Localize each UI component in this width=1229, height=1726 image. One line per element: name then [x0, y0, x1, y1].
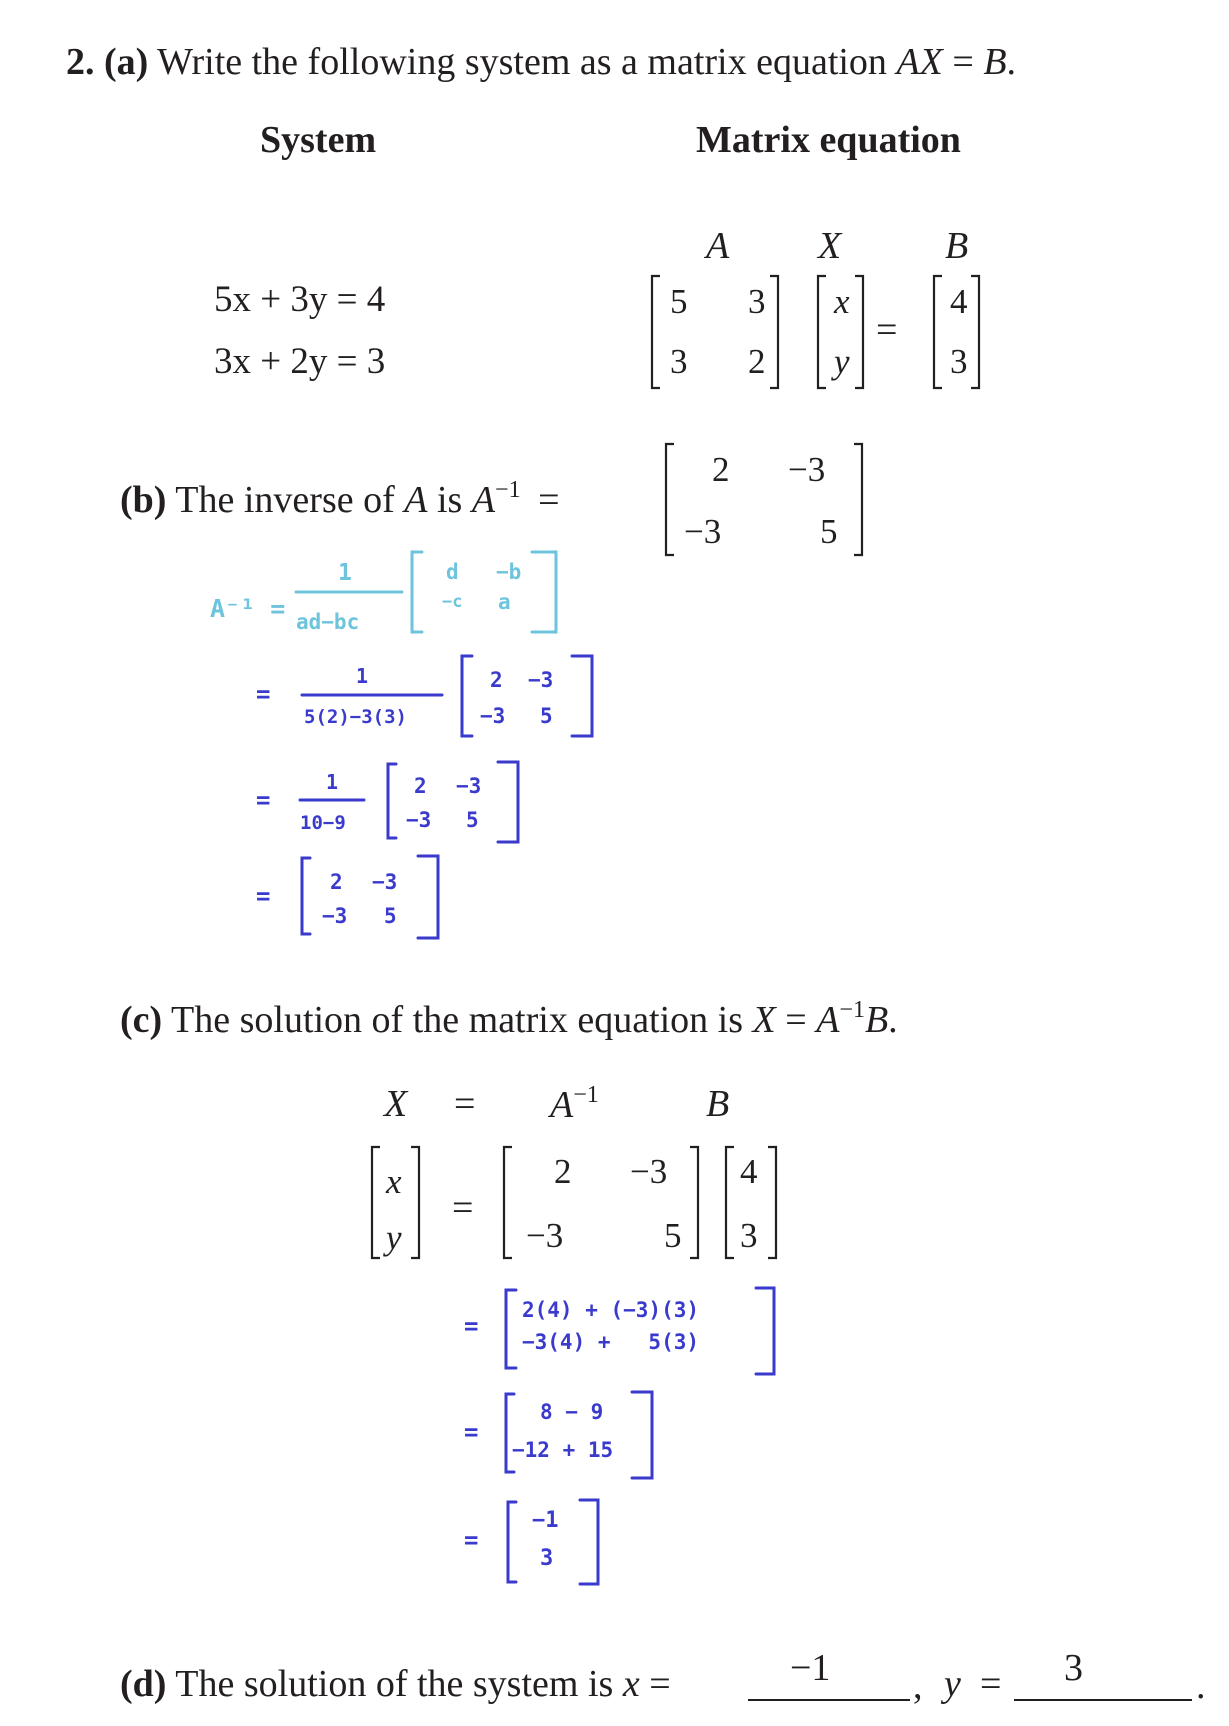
- hw-c-step1-row2: −3(4) + 5(3): [522, 1330, 700, 1354]
- c-matrix-equals: =: [452, 1187, 474, 1229]
- part-c-text: The solution of the matrix equation is: [171, 999, 744, 1041]
- vector-B-1: 4: [950, 282, 968, 321]
- inverse-21: −3: [684, 512, 722, 551]
- hw-formula-negc: −c: [442, 592, 463, 612]
- part-a-text: Write the following system as a matrix equation: [157, 41, 887, 83]
- hw-line3-12: −3: [456, 774, 482, 798]
- part-c-period: .: [888, 999, 898, 1041]
- part-d-text: The solution of the system is: [175, 1663, 614, 1705]
- c-label-eq: =: [454, 1083, 476, 1125]
- hw-c-step2-row2: −12 + 15: [512, 1438, 614, 1462]
- c-label-Ainv-base: A: [550, 1084, 574, 1126]
- part-d-tag: (d): [120, 1663, 167, 1705]
- matrix-A-11: 5: [670, 282, 688, 321]
- c-Ainv-22: 5: [664, 1216, 682, 1255]
- part-c-X: X: [752, 999, 776, 1041]
- inverse-11: 2: [712, 450, 730, 489]
- part-d-period: .: [1196, 1665, 1206, 1707]
- part-a-eq-rhs: B: [983, 41, 1007, 83]
- hw-line3-22: 5: [466, 808, 479, 832]
- matrix-A-12: 3: [748, 282, 766, 321]
- part-d-x-equals: =: [649, 1663, 671, 1705]
- part-b-equals: =: [538, 479, 560, 521]
- vector-B-2: 3: [950, 342, 968, 381]
- hw-line2-21: −3: [480, 704, 506, 728]
- c-Ainv-11: 2: [554, 1152, 572, 1191]
- hw-line4-21: −3: [322, 904, 348, 928]
- col-matrix-heading: Matrix equation: [696, 119, 961, 161]
- matrix-A-21: 3: [670, 342, 688, 381]
- hw-line3-den: 10−9: [300, 812, 346, 834]
- hw-line4-22: 5: [384, 904, 397, 928]
- c-X-2: y: [386, 1218, 402, 1257]
- part-c-B: B: [864, 999, 889, 1041]
- problem-number: 2.: [66, 41, 95, 83]
- matrix-equals: =: [876, 309, 898, 351]
- hw-formula-num: 1: [338, 560, 352, 586]
- part-a-eq-sign: =: [952, 41, 974, 83]
- c-Ainv-21: −3: [526, 1216, 564, 1255]
- part-a-period: .: [1006, 41, 1017, 83]
- part-c-inv-base: A: [816, 999, 840, 1041]
- part-c-tag: (c): [120, 999, 163, 1041]
- hw-line3-21: −3: [406, 808, 432, 832]
- label-A: A: [706, 225, 730, 267]
- hw-line2-num: 1: [356, 664, 369, 688]
- inverse-12: −3: [788, 450, 826, 489]
- hw-line2-12: −3: [528, 668, 554, 692]
- hw-c-step1-row1: 2(4) + (−3)(3): [522, 1298, 700, 1322]
- vector-X-1: x: [834, 282, 850, 321]
- c-label-X: X: [384, 1083, 408, 1125]
- hw-c-step3-row2: 3: [540, 1546, 554, 1571]
- part-b-inv-sup: −1: [495, 477, 521, 503]
- c-B-1: 4: [740, 1152, 758, 1191]
- answer-y-value: 3: [1064, 1647, 1083, 1689]
- system-eq-1: 5x + 3y = 4: [214, 279, 386, 320]
- hw-inverse-formula-lhs: A⁻¹ =: [210, 594, 286, 623]
- c-X-1: x: [386, 1162, 402, 1201]
- hw-line2-den: 5(2)−3(3): [304, 706, 407, 728]
- hw-c-step2-row1: 8 − 9: [540, 1400, 604, 1424]
- part-b-tag: (b): [120, 479, 167, 521]
- system-eq-2: 3x + 2y = 3: [214, 341, 386, 382]
- hw-c-eq-3: =: [464, 1526, 479, 1554]
- part-b-is: is: [436, 479, 463, 521]
- part-d-y-equals: =: [980, 1663, 1002, 1705]
- hw-formula-a: a: [498, 590, 511, 614]
- part-b-inv-base: A: [471, 479, 496, 521]
- hw-line4-12: −3: [372, 870, 398, 894]
- part-d-comma: ,: [913, 1665, 923, 1707]
- part-d-x-label: x: [622, 1663, 640, 1705]
- vector-X-2: y: [834, 342, 850, 381]
- hw-c-eq-1: =: [464, 1312, 479, 1340]
- printed-brackets: [372, 276, 979, 1258]
- hw-c-step3-row1: −1: [532, 1508, 559, 1533]
- col-system-heading: System: [260, 119, 377, 161]
- hw-line3-num: 1: [326, 770, 339, 794]
- part-a-tag: (a): [104, 41, 149, 83]
- label-B: B: [945, 225, 969, 267]
- c-label-Ainv-sup: −1: [573, 1082, 599, 1108]
- part-c-equals: =: [785, 999, 807, 1041]
- part-a-eq-lhs: AX: [896, 41, 943, 83]
- hw-c-eq-2: =: [464, 1418, 479, 1446]
- c-Ainv-12: −3: [630, 1152, 668, 1191]
- hw-line2-22: 5: [540, 704, 553, 728]
- answer-x-value: −1: [790, 1647, 831, 1689]
- part-b-text: The inverse of: [175, 479, 395, 521]
- part-d-y-label: y: [944, 1663, 961, 1705]
- c-label-B: B: [706, 1083, 730, 1125]
- hw-line3-11: 2: [414, 774, 427, 798]
- part-c-inv-sup: −1: [839, 997, 865, 1023]
- hw-eq-3: =: [256, 786, 271, 814]
- inverse-22: 5: [820, 512, 838, 551]
- part-b-A: A: [404, 479, 428, 521]
- handwriting-cyan-strokes: [296, 552, 556, 632]
- hw-formula-den: ad−bc: [296, 610, 360, 634]
- hw-formula-d: d: [446, 560, 459, 584]
- label-X: X: [818, 225, 842, 267]
- hw-line4-11: 2: [330, 870, 343, 894]
- hw-eq-4: =: [256, 882, 271, 910]
- c-B-2: 3: [740, 1216, 758, 1255]
- hw-eq-2: =: [256, 680, 271, 708]
- hw-formula-negb: −b: [496, 560, 522, 584]
- handwriting-blue-strokes: [300, 656, 774, 1584]
- matrix-A-22: 2: [748, 342, 766, 381]
- hw-line2-11: 2: [490, 668, 503, 692]
